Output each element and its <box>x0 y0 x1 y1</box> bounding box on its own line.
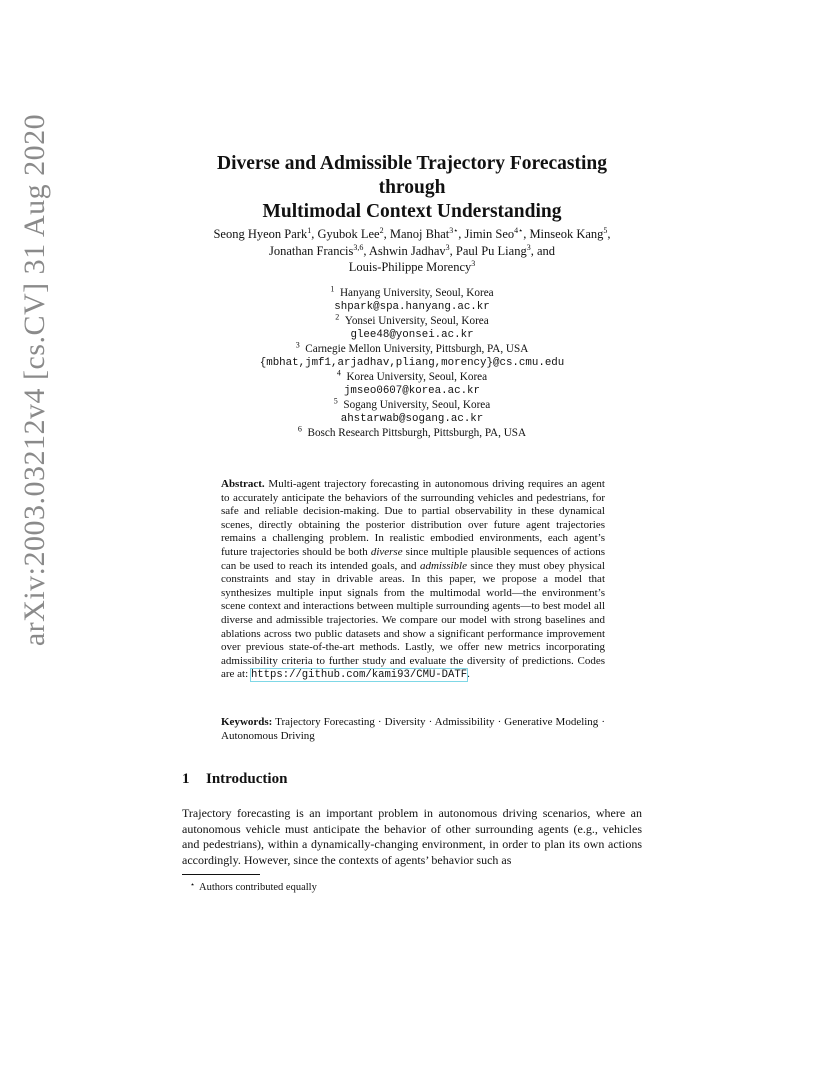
body-paragraph: Trajectory forecasting is an important problem in autonomous driving scenarios, where an autonomous vehicle must anticipate the behavior of other surrounding agents (e.g., vehicles and pedestrians), within a dynamically-changing environment, in order to plan its own actions accordingly. However, since the contexts of agents’ behavior such as <box>182 806 642 867</box>
section-number: 1 <box>182 771 190 787</box>
author-separator: , <box>607 227 611 241</box>
author-affil-mark: 3 <box>445 242 450 252</box>
affiliation <box>182 286 642 300</box>
affiliation-name: Hanyang University, Seoul, Korea <box>339 287 494 299</box>
author-line-3 <box>182 259 642 276</box>
affiliation-email: glee48@yonsei.ac.kr <box>350 329 474 341</box>
author-name: Gyubok Lee <box>317 227 380 241</box>
author-affil-mark: 5 <box>603 225 608 235</box>
affiliation <box>182 370 642 384</box>
footnote-rule <box>182 874 260 875</box>
affiliation-email: shpark@spa.hanyang.ac.kr <box>334 301 490 313</box>
author-name: Seong Hyeon Park <box>213 227 308 241</box>
author-separator: , <box>458 227 465 241</box>
author-affil-mark: 3 <box>471 258 476 268</box>
author-affil-mark: 1 <box>307 225 312 235</box>
author-separator: , and <box>530 243 556 258</box>
keywords-text: Trajectory Forecasting · Diversity · Admissibility · Generative Modeling · Autonomous Driving <box>221 716 605 742</box>
author-name: Minseok Kang <box>529 227 604 241</box>
title-line-1: Diverse and Admissible Trajectory Forecasting through <box>217 153 607 198</box>
affiliation-number: 3 <box>295 340 300 350</box>
author-line-1 <box>182 226 642 243</box>
arxiv-identifier: arXiv:2003.03212v4 [cs.CV] 31 Aug 2020 <box>18 113 51 647</box>
affiliation-number: 5 <box>333 396 338 406</box>
abstract-text: since multiple plausible sequences of actions can be used to reach its intended goals, and <box>221 545 605 572</box>
code-repository-link[interactable]: https://github.com/kami93/CMU-DATF <box>250 669 468 682</box>
abstract-emphasis: admissible <box>419 559 467 572</box>
affiliation-number: 2 <box>335 312 340 322</box>
section-heading <box>182 771 287 788</box>
affiliation-name: Bosch Research Pittsburgh, Pittsburgh, PA, USA <box>307 427 527 439</box>
abstract-label: Abstract. <box>221 478 265 490</box>
author-name: Ashwin Jadhav <box>368 243 446 258</box>
author-name: Jonathan Francis <box>268 243 354 258</box>
keywords-label: Keywords: <box>221 716 273 728</box>
title-line-2: Multimodal Context Understanding <box>262 201 562 222</box>
paper-title <box>182 152 642 224</box>
affiliation-number: 4 <box>336 368 341 378</box>
author-affil-mark: 2 <box>379 225 384 235</box>
author-name: Jimin Seo <box>464 227 515 241</box>
affiliation-email: {mbhat,jmf1,arjadhav,pliang,morency}@cs.cmu.edu <box>259 357 565 369</box>
author-list <box>182 226 642 276</box>
affiliation-name: Sogang University, Seoul, Korea <box>343 399 491 411</box>
affiliation-email: ahstarwab@sogang.ac.kr <box>340 413 484 425</box>
affiliation-email: jmseo0607@korea.ac.kr <box>343 385 481 397</box>
author-separator: , <box>363 243 369 258</box>
affiliation <box>182 426 642 440</box>
author-line-2 <box>182 243 642 260</box>
author-name: Paul Pu Liang <box>455 243 527 258</box>
abstract-emphasis: diverse <box>370 545 403 558</box>
author-separator: , <box>523 227 530 241</box>
affiliation-number: 6 <box>297 424 302 434</box>
section-title: Introduction <box>206 771 288 787</box>
footnote <box>182 878 317 894</box>
abstract-end: . <box>467 668 470 681</box>
affiliation <box>182 314 642 328</box>
affiliation-name: Yonsei University, Seoul, Korea <box>344 315 489 327</box>
author-separator: , <box>383 227 390 241</box>
author-affil-mark: 3 <box>526 242 531 252</box>
author-name: Manoj Bhat <box>389 227 450 241</box>
affiliation-number: 1 <box>330 284 335 294</box>
author-separator: , <box>449 243 456 258</box>
affiliation-list <box>182 286 642 440</box>
abstract-text: since they must obey physical constraints and stay in drivable areas. In this paper, we propose a model that synthesizes multiple input signals from the multimodal world—the environment’s scene context and interactions between multiple surrounding agents—to best model all diverse and admissible trajectories. We compare our model with strong baselines and ablations across two public datasets and show a significant performance improvement over previous state-of-the-art methods. Lastly, we offer new metrics incorporating admissibility criteria to further study and evaluate the diversity of predictions. Codes are at: <box>221 559 605 681</box>
affiliation <box>182 342 642 356</box>
author-separator: , <box>311 227 318 241</box>
abstract <box>221 478 605 683</box>
keywords <box>221 716 605 743</box>
author-affil-mark: 3,6 <box>353 242 364 252</box>
author-affil-mark: 3⋆ <box>449 225 459 235</box>
author-name: Louis-Philippe Morency <box>348 260 472 274</box>
footnote-mark: ⋆ <box>190 880 196 889</box>
author-affil-mark: 4⋆ <box>514 225 524 235</box>
affiliation <box>182 398 642 412</box>
affiliation-name: Carnegie Mellon University, Pittsburgh, PA, USA <box>305 343 529 355</box>
footnote-text: Authors contributed equally <box>199 882 317 893</box>
affiliation-name: Korea University, Seoul, Korea <box>346 371 488 383</box>
abstract-text: Multi-agent trajectory forecasting in autonomous driving requires an agent to accurately anticipate the behaviors of the surrounding vehicles and pedestrians, for safe and reliable decision-making. Due to partial observability in these dynamical scenes, directly obtaining the posterior distribution over future agent trajectories remains a challenging problem. In realistic embodied environments, each agent’s future trajectories should be both <box>221 478 605 558</box>
